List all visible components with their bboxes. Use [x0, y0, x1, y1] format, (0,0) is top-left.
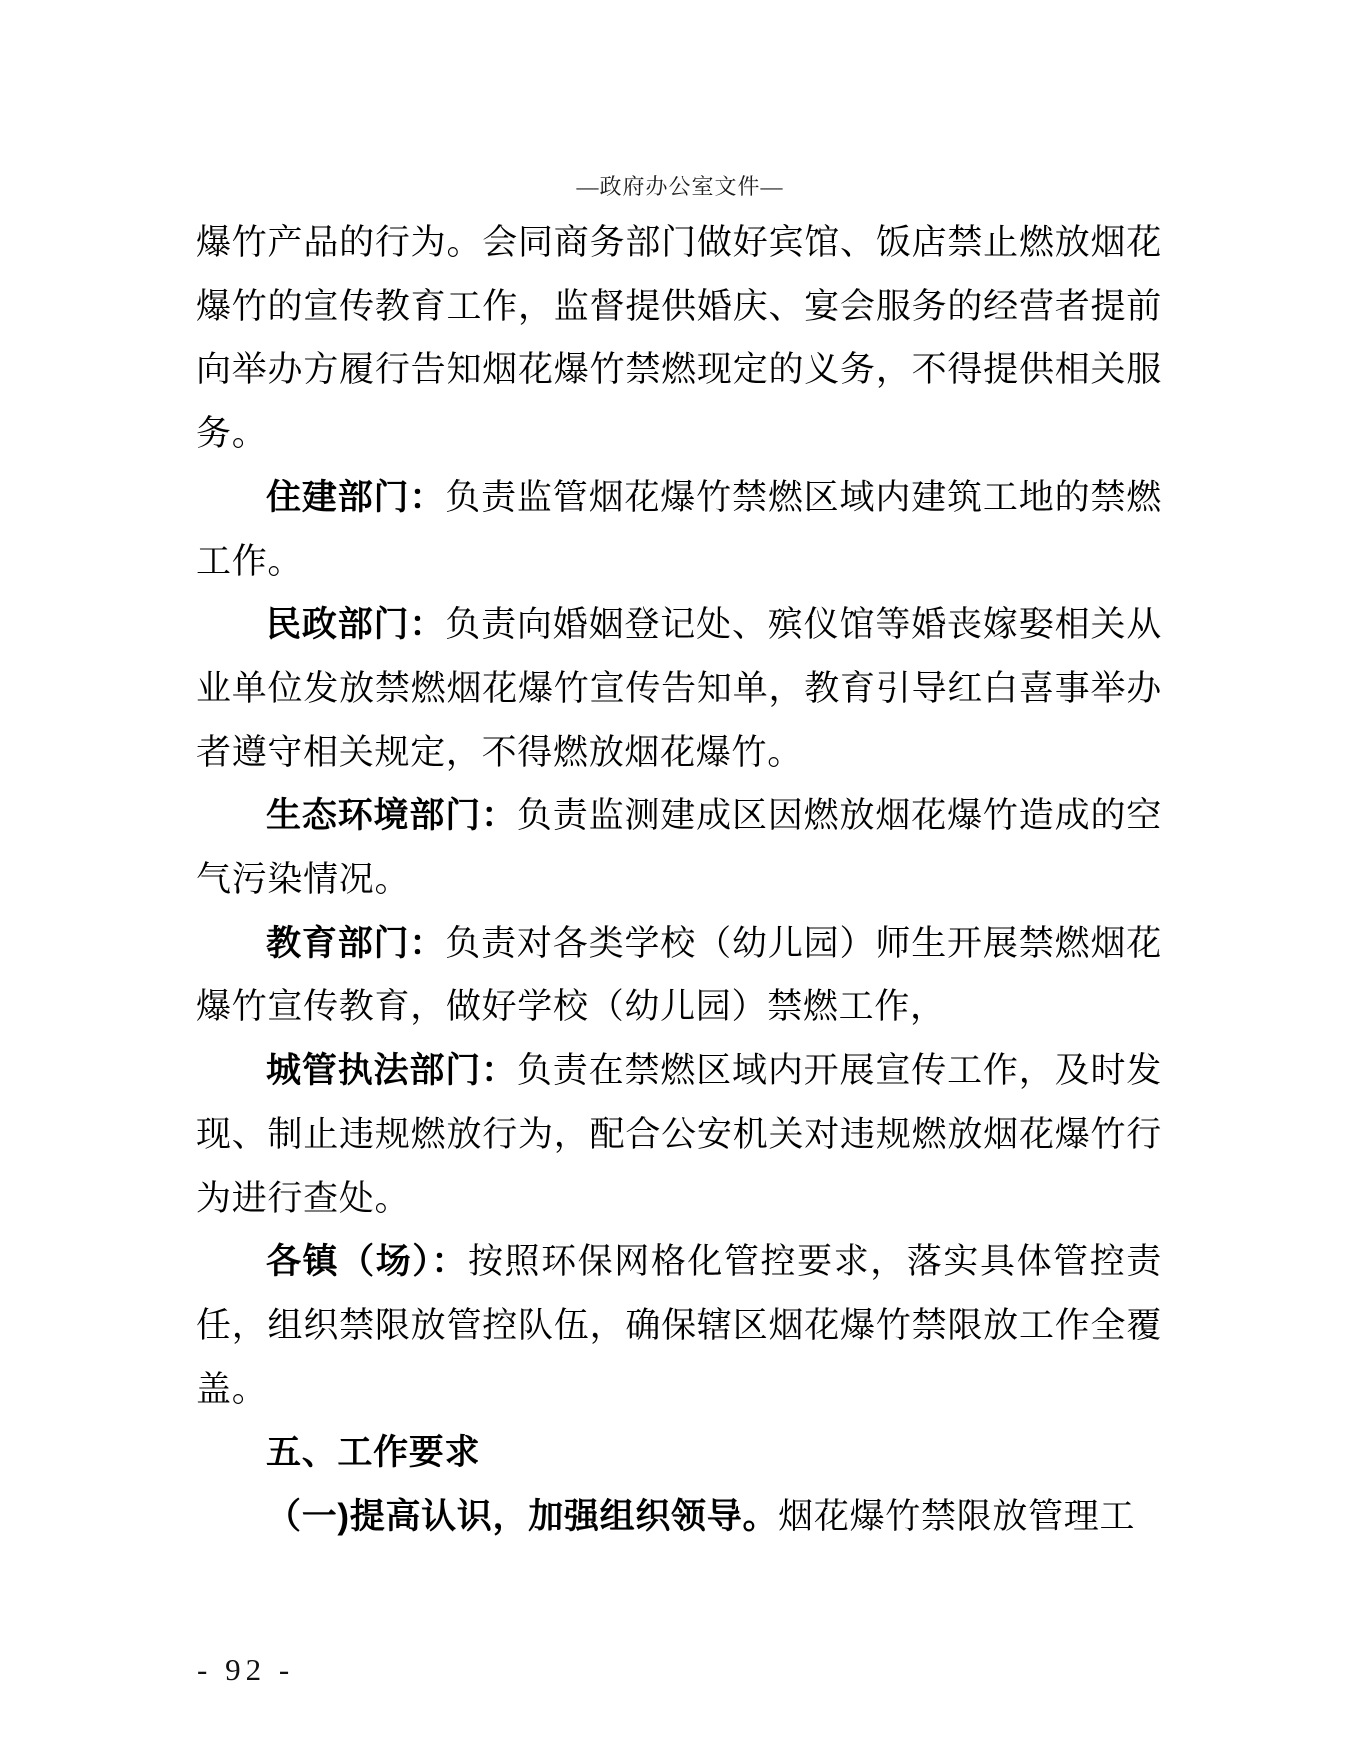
paragraph-lead-townships: 各镇（场）： [266, 1242, 468, 1282]
paragraph [196, 211, 1162, 466]
paragraph [196, 784, 1162, 911]
paragraph [196, 466, 1162, 593]
section-heading: 五、工作要求 [266, 1433, 481, 1473]
sub-item-text: 烟花爆竹禁限放管理工 [778, 1497, 1136, 1537]
paragraph [196, 1039, 1162, 1230]
paragraph [196, 1230, 1162, 1421]
paragraph-text: 爆竹产品的行为。会同商务部门做好宾馆、饭店禁止燃放烟花爆竹的宣传教育工作，监督提供婚庆、宴会服务的经营者提前向举办方履行告知烟花爆竹禁燃现定的义务，不得提供相关服务。 [196, 223, 1162, 454]
paragraph-text: 负责对各类学校（幼儿园）师生开展禁燃烟花爆竹宣传教育，做好学校（幼儿园）禁燃工作， [196, 923, 1162, 1027]
paragraph-text: 按照环保网格化管控要求，落实具体管控责任，组织禁限放管控队伍，确保辖区烟花爆竹禁限放工作全覆盖。 [196, 1242, 1162, 1409]
paragraph [196, 1485, 1162, 1549]
paragraph-lead-education-dept: 教育部门： [266, 923, 446, 963]
document-header: —政府办公室文件— [576, 174, 784, 199]
paragraph-lead-civil-affairs-dept: 民政部门： [266, 605, 446, 645]
paragraph-text: 负责在禁燃区域内开展宣传工作，及时发现、制止违规燃放行为，配合公安机关对违规燃放烟花爆竹行为进行查处。 [196, 1051, 1162, 1218]
paragraph-text: 负责监测建成区因燃放烟花爆竹造成的空气污染情况。 [196, 796, 1162, 900]
paragraph-text: 负责向婚姻登记处、殡仪馆等婚丧嫁娶相关从业单位发放禁燃烟花爆竹宣传告知单，教育引导红白喜事举办者遵守相关规定，不得燃放烟花爆竹。 [196, 605, 1162, 772]
paragraph-text: 负责监管烟花爆竹禁燃区域内建筑工地的禁燃工作。 [196, 477, 1162, 581]
paragraph-lead-ecology-dept: 生态环境部门： [266, 796, 517, 836]
paragraph-lead-housing-dept: 住建部门： [266, 477, 446, 517]
document-body [196, 211, 1162, 1549]
sub-item-lead: （一)提高认识，加强组织领导。 [266, 1497, 779, 1537]
page-number: - 92 - [197, 1652, 295, 1687]
paragraph-lead-urban-mgmt-dept: 城管执法部门： [266, 1051, 517, 1091]
paragraph [196, 593, 1162, 784]
paragraph [196, 912, 1162, 1039]
